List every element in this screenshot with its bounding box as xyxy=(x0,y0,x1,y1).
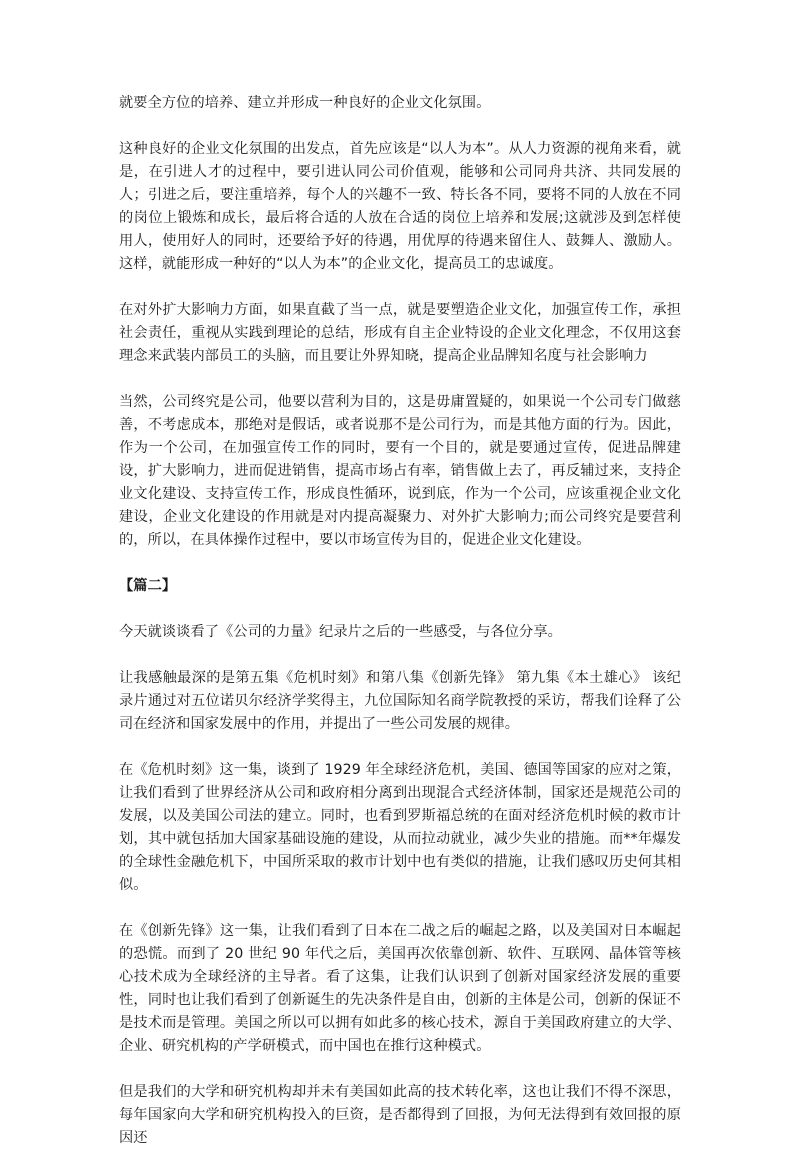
paragraph-3: 在对外扩大影响力方面，如果直截了当一点，就是要塑造企业文化，加强宣传工作，承担社会责任，重视从实践到理论的总结，形成有自主企业特设的企业文化理念，不仅用这套理念来武装内部员工的头脑，而且要让外界知晓，提高企业品牌知名度与社会影响力 xyxy=(119,302,681,364)
document-page xyxy=(119,92,681,1150)
paragraph-4: 当然，公司终究是公司，他要以营利为目的，这是毋庸置疑的，如果说一个公司专门做慈善，不考虑成本，那绝对是假话，或者说那不是公司行为，而是其他方面的行为。因此，作为一个公司，在加强宣传工作的同时，要有一个目的，就是要通过宣传，促进品牌建设，扩大影响力，进而促进销售，提高市场占有率，销售做上去了，再反辅过来，支持企业文化建设、支持宣传工作，形成良性循环，说到底，作为一个公司，应该重视企业文化建设，企业文化建设的作用就是对内提高凝聚力、对外扩大影响力;而公司终究是要营利的，所以，在具体操作过程中，要以市场宣传为目的，促进企业文化建设。 xyxy=(119,394,681,548)
section-heading: 【篇二】 xyxy=(119,578,177,594)
paragraph-2: 这种良好的企业文化氛围的出发点，首先应该是“以人为本”。从人力资源的视角来看，就是，在引进人才的过程中，要引进认同公司价值观，能够和公司同舟共济、共同发展的人；引进之后，要注重培养，每个人的兴趣不一致、特长各不同，要将不同的人放在不同的岗位上锻炼和成长，最后将合适的人放在合适的岗位上培养和发展;这就涉及到怎样使用人，使用好人的同时，还要给予好的待遇，用优厚的待遇来留住人、鼓舞人、激励人。这样，就能形成一种好的“以人为本”的企业文化，提高员工的忠诚度。 xyxy=(119,141,681,272)
paragraph-8: 在《创新先锋》这一集，让我们看到了日本在二战之后的崛起之路，以及美国对日本崛起的恐慌。而到了 20 世纪 90 年代之后，美国再次依靠创新、软件、互联网、晶体管等核心技术成为全球经济的主导者。看了这集，让我们认识到了创新对国家经济发展的重要性，同时也让我们看到了创新诞生的先决条件是自由，创新的主体是公司，创新的保证不是技术而是管理。美国之所以可以拥有如此多的核心技术，源自于美国政府建立的大学、企业、研究机构的产学研模式，而中国也在推行这种模式。 xyxy=(119,923,681,1054)
paragraph-7: 在《危机时刻》这一集，谈到了 1929 年全球经济危机，美国、德国等国家的应对之策，让我们看到了世界经济从公司和政府相分离到出现混合式经济体制，国家还是规范公司的发展，以及美国公司法的建立。同时，也看到罗斯福总统的在面对经济危机时候的救市计划，其中就包括加大国家基础设施的建设，从而拉动就业，减少失业的措施。而**年爆发的全球性金融危机下，中国所采取的救市计划中也有类似的措施，让我们感叹历史何其相似。 xyxy=(119,762,681,893)
paragraph-5: 今天就谈谈看了《公司的力量》纪录片之后的一些感受，与各位分享。 xyxy=(119,624,562,640)
paragraph-6: 让我感触最深的是第五集《危机时刻》和第八集《创新先锋》 第九集《本土雄心》 该纪录片通过对五位诺贝尔经济学奖得主，九位国际知名商学院教授的采访，帮我们诠释了公司在经济和国家发展中的作用，并提出了一些公司发展的规律。 xyxy=(119,670,681,732)
paragraph-1: 就要全方位的培养、建立并形成一种良好的企业文化氛围。 xyxy=(119,95,491,111)
paragraph-9: 但是我们的大学和研究机构却并未有美国如此高的技术转化率，这也让我们不得不深思，每年国家向大学和研究机构投入的巨资，是否都得到了回报，为何无法得到有效回报的原因还 xyxy=(119,1084,681,1146)
